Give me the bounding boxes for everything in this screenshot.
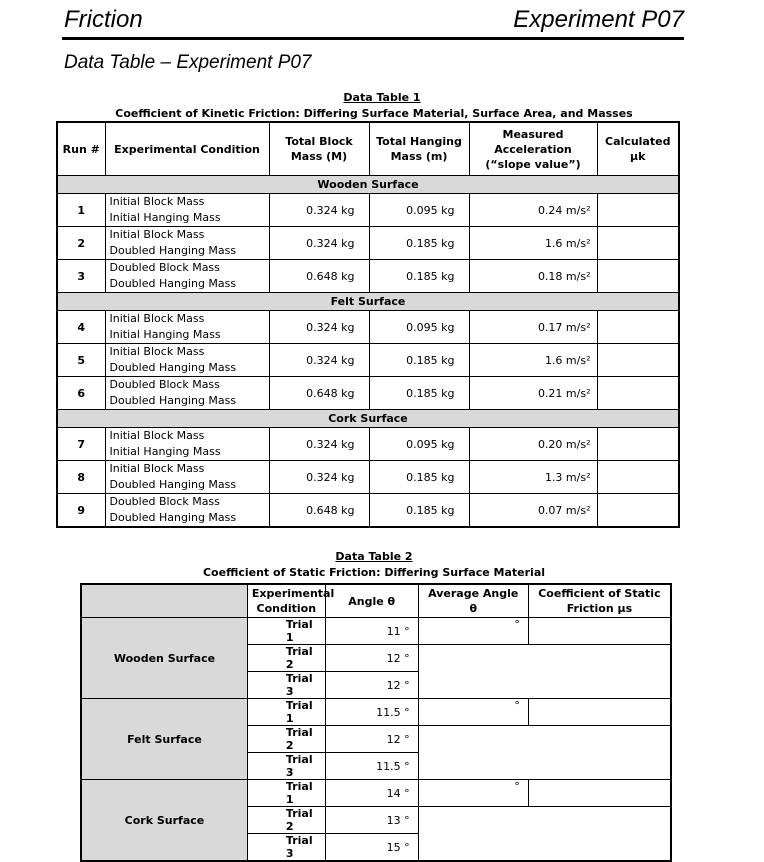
angle-value: 12 ° (325, 645, 418, 672)
average-angle[interactable]: ° (418, 780, 528, 807)
table-row (57, 194, 679, 227)
table-row (57, 461, 679, 494)
col-run: Run # (57, 122, 105, 176)
run-number: 2 (57, 227, 105, 260)
condition-line-2: Initial Hanging Mass (109, 328, 221, 341)
run-number: 8 (57, 461, 105, 494)
block-mass: 0.324 kg (269, 344, 369, 377)
mu-k-value[interactable] (597, 494, 679, 528)
angle-value: 11 ° (325, 618, 418, 645)
condition-line-1: Doubled Block Mass (109, 378, 220, 391)
acceleration: 1.6 m/s² (469, 344, 597, 377)
run-number: 6 (57, 377, 105, 410)
empty-area (418, 726, 671, 780)
experimental-condition (105, 494, 269, 528)
hanging-mass: 0.185 kg (369, 260, 469, 293)
col-mu-k: Calculated μk (597, 122, 679, 176)
condition-line-1: Initial Block Mass (109, 345, 205, 358)
table-row (57, 428, 679, 461)
trial-label: Trial 3 (247, 753, 325, 780)
run-number: 3 (57, 260, 105, 293)
block-mass: 0.324 kg (269, 428, 369, 461)
col-mu-s: Coefficient of Static Friction μs (528, 584, 671, 618)
condition-line-1: Initial Block Mass (109, 462, 205, 475)
surface-band: Wooden Surface (57, 176, 679, 194)
condition-line-2: Initial Hanging Mass (109, 445, 221, 458)
mu-k-value[interactable] (597, 311, 679, 344)
run-number: 1 (57, 194, 105, 227)
table2-header-row (81, 584, 671, 618)
angle-value: 13 ° (325, 807, 418, 834)
surface-band: Cork Surface (57, 410, 679, 428)
condition-line-2: Initial Hanging Mass (109, 211, 221, 224)
run-number: 9 (57, 494, 105, 528)
hanging-mass: 0.185 kg (369, 227, 469, 260)
surface-band-row (57, 293, 679, 311)
condition-line-2: Doubled Hanging Mass (109, 511, 237, 524)
col-block-mass: Total Block Mass (M) (269, 122, 369, 176)
trial-label: Trial 3 (247, 672, 325, 699)
condition-line-2: Doubled Hanging Mass (109, 244, 237, 257)
mu-k-value[interactable] (597, 428, 679, 461)
experimental-condition (105, 227, 269, 260)
table1-header-row (57, 122, 679, 176)
surface-band-row (57, 410, 679, 428)
hanging-mass: 0.185 kg (369, 494, 469, 528)
trial-label: Trial 2 (247, 645, 325, 672)
mu-k-value[interactable] (597, 344, 679, 377)
header-rule (62, 37, 684, 40)
col-average-angle: Average Angle θ (418, 584, 528, 618)
header-experiment: Experiment P07 (513, 6, 684, 33)
condition-line-1: Initial Block Mass (109, 429, 205, 442)
experimental-condition (105, 194, 269, 227)
table1-caption-subtitle: Coefficient of Kinetic Friction: Differing Surface Material, Surface Area, and Masses (115, 107, 633, 120)
angle-value: 11.5 ° (325, 753, 418, 780)
trial-label: Trial 3 (247, 834, 325, 862)
hanging-mass: 0.095 kg (369, 194, 469, 227)
table-row (57, 311, 679, 344)
mu-k-value[interactable] (597, 194, 679, 227)
block-mass: 0.324 kg (269, 461, 369, 494)
col-acceleration: Measured Acceleration (“slope value”) (469, 122, 597, 176)
acceleration: 1.3 m/s² (469, 461, 597, 494)
table1-caption-title: Data Table 1 (343, 91, 421, 104)
condition-line-2: Doubled Hanging Mass (109, 361, 237, 374)
experimental-condition (105, 377, 269, 410)
experimental-condition (105, 428, 269, 461)
condition-line-1: Doubled Block Mass (109, 495, 220, 508)
mu-s-value[interactable] (528, 618, 671, 645)
surface-band: Felt Surface (57, 293, 679, 311)
col-exp-condition: Experimental Condition (247, 584, 325, 618)
condition-line-2: Doubled Hanging Mass (109, 394, 237, 407)
block-mass: 0.324 kg (269, 311, 369, 344)
condition-line-1: Doubled Block Mass (109, 261, 220, 274)
section-title: Data Table – Experiment P07 (64, 52, 312, 73)
surface-name: Felt Surface (81, 699, 247, 780)
col-condition: Experimental Condition (105, 122, 269, 176)
surface-band-row (57, 176, 679, 194)
block-mass: 0.648 kg (269, 494, 369, 528)
acceleration: 0.21 m/s² (469, 377, 597, 410)
angle-value: 12 ° (325, 672, 418, 699)
block-mass: 0.324 kg (269, 227, 369, 260)
run-number: 7 (57, 428, 105, 461)
mu-k-value[interactable] (597, 461, 679, 494)
hanging-mass: 0.185 kg (369, 377, 469, 410)
condition-line-1: Initial Block Mass (109, 228, 205, 241)
condition-line-1: Initial Block Mass (109, 312, 205, 325)
mu-s-value[interactable] (528, 780, 671, 807)
experimental-condition (105, 260, 269, 293)
angle-value: 14 ° (325, 780, 418, 807)
angle-value: 11.5 ° (325, 699, 418, 726)
col-hanging-mass: Total Hanging Mass (m) (369, 122, 469, 176)
empty-area (418, 807, 671, 862)
trial-label: Trial 1 (247, 618, 325, 645)
trial-label: Trial 2 (247, 726, 325, 753)
hanging-mass: 0.185 kg (369, 344, 469, 377)
block-mass: 0.648 kg (269, 377, 369, 410)
acceleration: 0.18 m/s² (469, 260, 597, 293)
experimental-condition (105, 461, 269, 494)
table-row (57, 344, 679, 377)
run-number: 5 (57, 344, 105, 377)
kinetic-friction-table (56, 121, 680, 528)
table-row (81, 780, 671, 807)
mu-k-value[interactable] (597, 227, 679, 260)
acceleration: 0.24 m/s² (469, 194, 597, 227)
surface-name: Wooden Surface (81, 618, 247, 699)
condition-line-2: Doubled Hanging Mass (109, 478, 237, 491)
header-title: Friction (64, 6, 143, 33)
average-angle[interactable]: ° (418, 618, 528, 645)
hanging-mass: 0.185 kg (369, 461, 469, 494)
mu-k-value[interactable] (597, 377, 679, 410)
table2-caption-title: Data Table 2 (335, 550, 413, 563)
acceleration: 0.17 m/s² (469, 311, 597, 344)
condition-line-2: Doubled Hanging Mass (109, 277, 237, 290)
angle-value: 15 ° (325, 834, 418, 862)
table-row (57, 227, 679, 260)
table-row (57, 260, 679, 293)
condition-line-1: Initial Block Mass (109, 195, 205, 208)
col-angle: Angle θ (325, 584, 418, 618)
acceleration: 1.6 m/s² (469, 227, 597, 260)
table2-caption-subtitle: Coefficient of Static Friction: Differing Surface Material (202, 566, 546, 579)
trial-label: Trial 1 (247, 780, 325, 807)
acceleration: 0.07 m/s² (469, 494, 597, 528)
trial-label: Trial 2 (247, 807, 325, 834)
table-row (57, 494, 679, 528)
acceleration: 0.20 m/s² (469, 428, 597, 461)
run-number: 4 (57, 311, 105, 344)
mu-k-value[interactable] (597, 260, 679, 293)
average-angle[interactable]: ° (418, 699, 528, 726)
table-row (81, 699, 671, 726)
angle-value: 12 ° (325, 726, 418, 753)
table-row (57, 377, 679, 410)
experimental-condition (105, 311, 269, 344)
empty-area (418, 645, 671, 699)
col-surface (81, 584, 247, 618)
table-row (81, 618, 671, 645)
hanging-mass: 0.095 kg (369, 428, 469, 461)
trial-label: Trial 1 (247, 699, 325, 726)
block-mass: 0.648 kg (269, 260, 369, 293)
block-mass: 0.324 kg (269, 194, 369, 227)
hanging-mass: 0.095 kg (369, 311, 469, 344)
surface-name: Cork Surface (81, 780, 247, 862)
mu-s-value[interactable] (528, 699, 671, 726)
experimental-condition (105, 344, 269, 377)
static-friction-table (80, 583, 672, 862)
